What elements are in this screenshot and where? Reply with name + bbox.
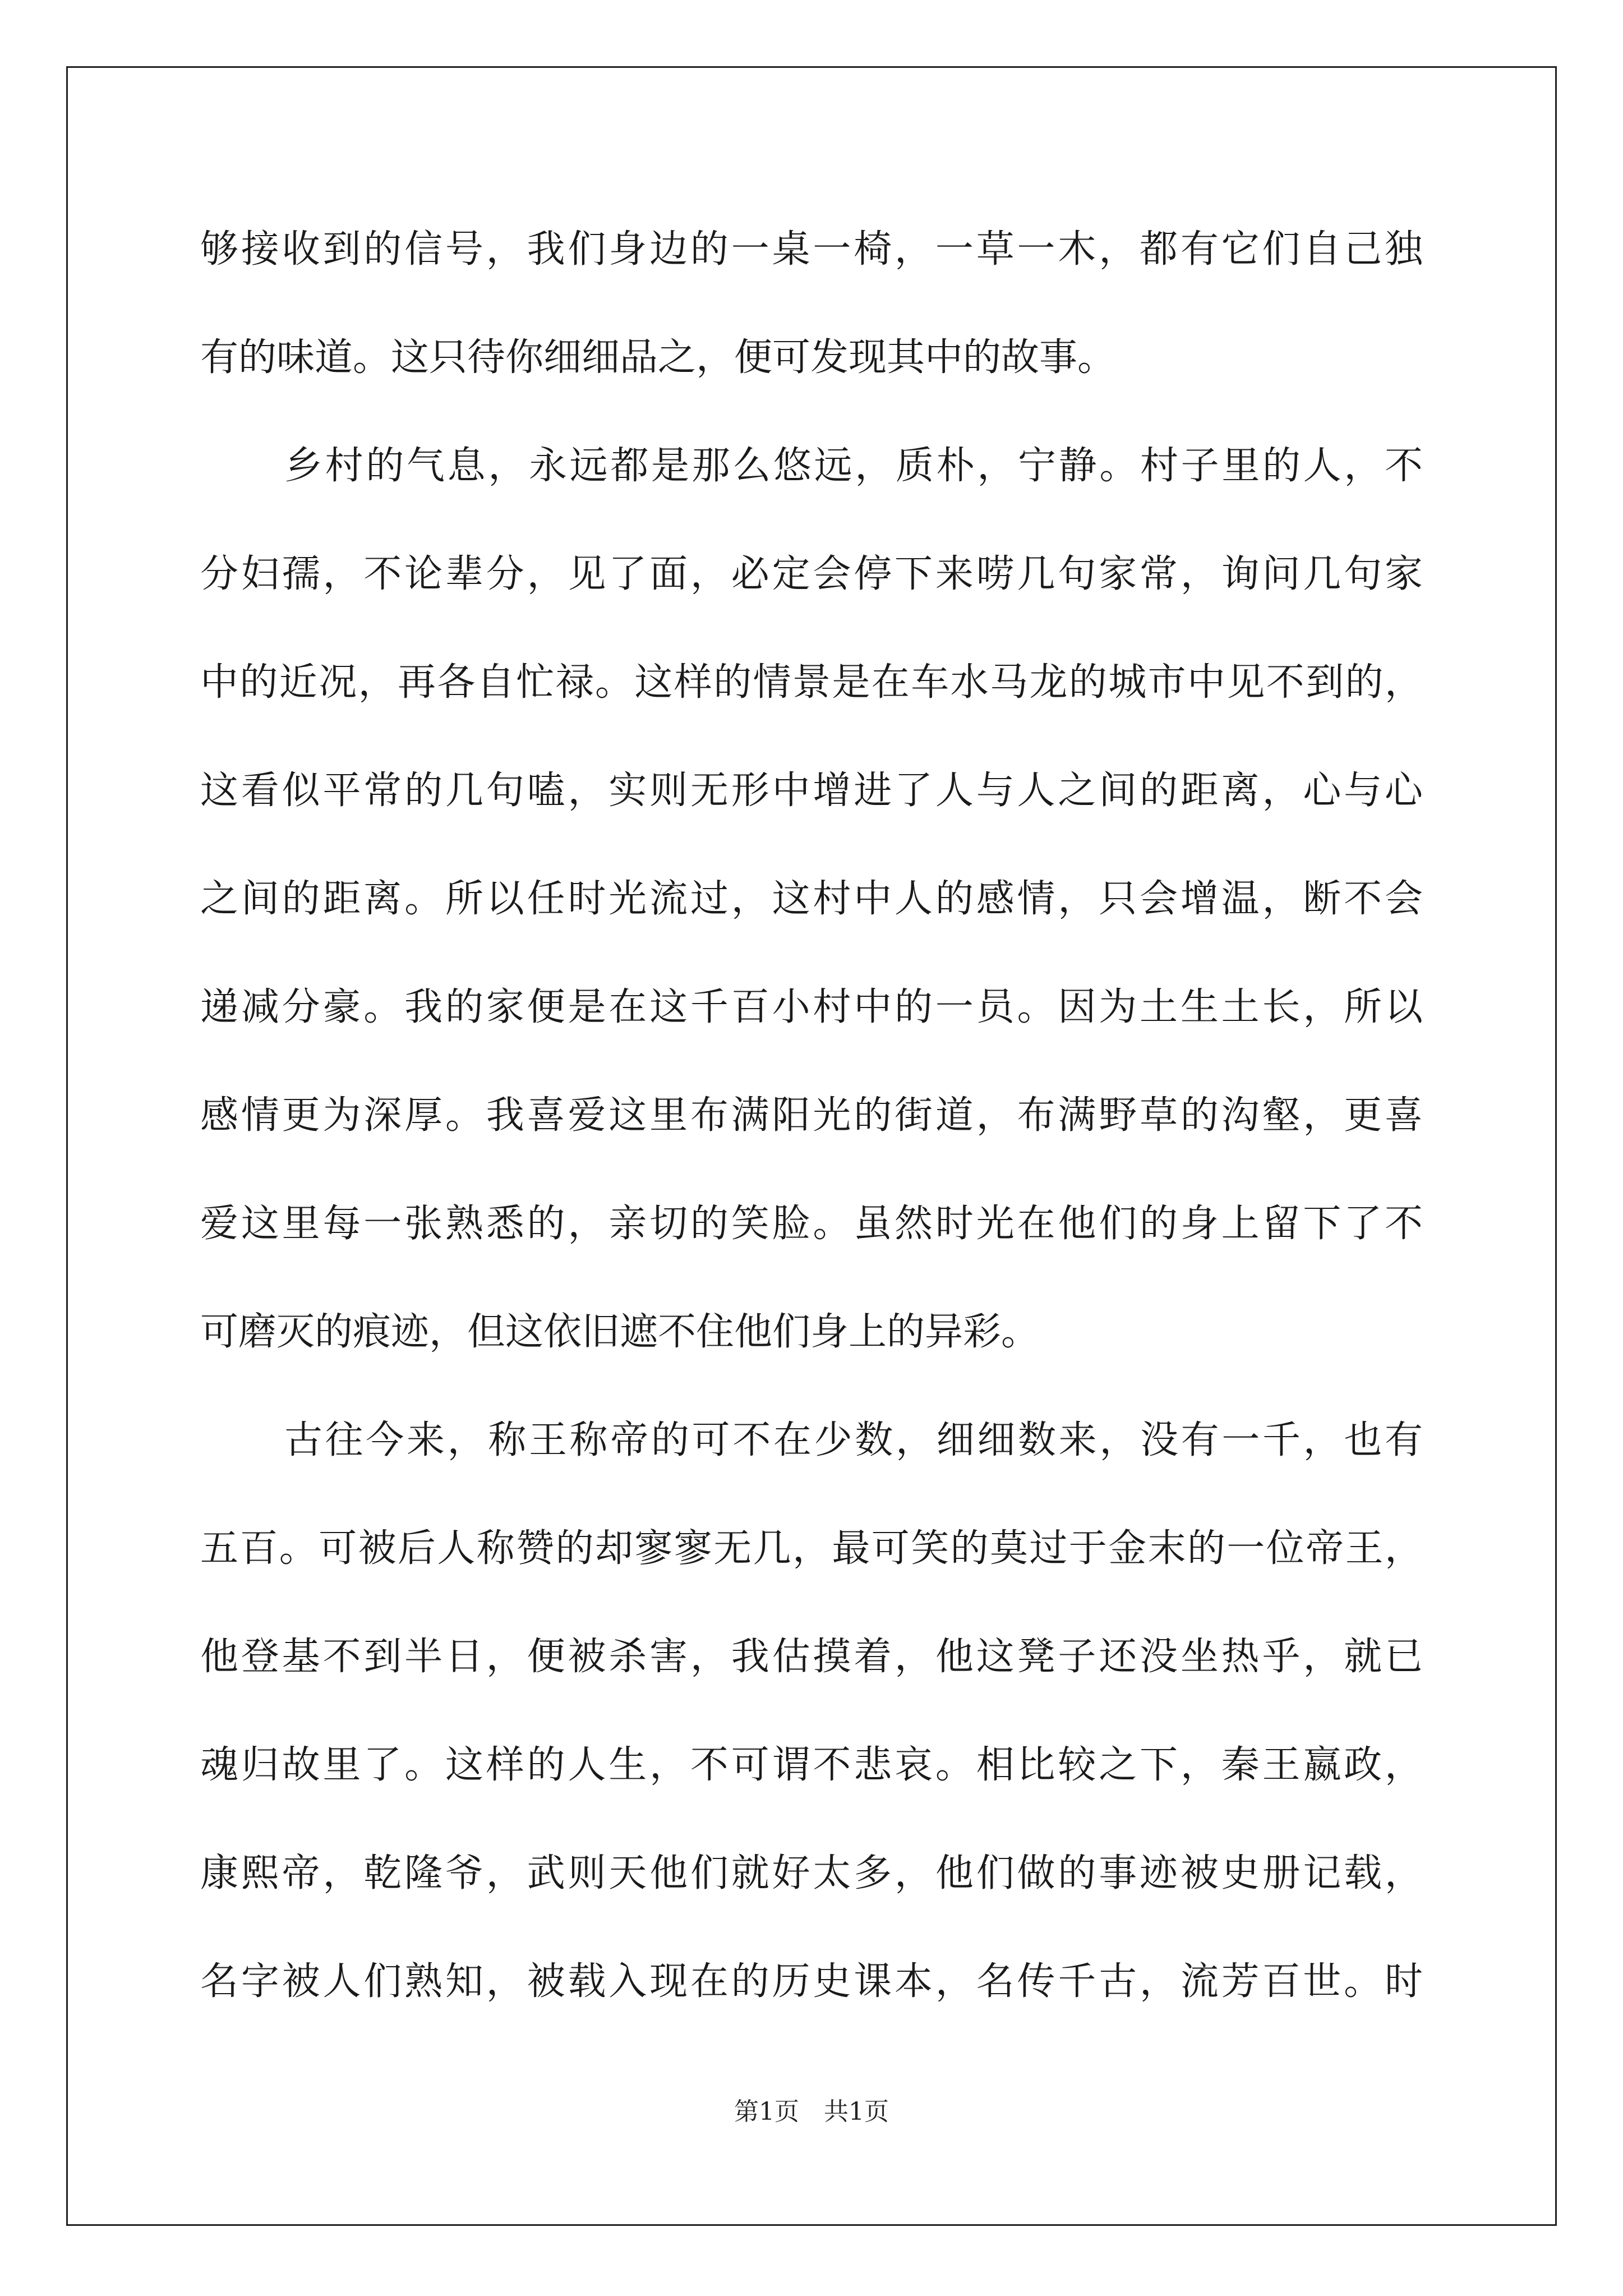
text-line: 分妇孺，不论辈分，见了面，必定会停下来唠几句家常，询问几句家 xyxy=(200,552,1423,596)
text-line: 古往今来，称王称帝的可不在少数，细细数来，没有一千，也有 xyxy=(284,1418,1423,1462)
text-line: 乡村的气息，永远都是那么悠远，质朴，宁静。村子里的人，不 xyxy=(284,444,1423,488)
text-line: 够接收到的信号，我们身边的一桌一椅，一草一木，都有它们自己独 xyxy=(200,227,1423,272)
text-line: 有的味道。这只待你细细品之，便可发现其中的故事。 xyxy=(200,335,1116,380)
text-line: 康熙帝，乾隆爷，武则天他们就好太多，他们做的事迹被史册记载， xyxy=(200,1851,1423,1895)
text-line: 名字被人们熟知，被载入现在的历史课本，名传千古，流芳百世。时 xyxy=(200,1959,1423,2004)
text-line: 可磨灭的痕迹，但这依旧遮不住他们身上的异彩。 xyxy=(200,1310,1040,1354)
text-line: 感情更为深厚。我喜爱这里布满阳光的街道，布满野草的沟壑，更喜 xyxy=(200,1093,1423,1138)
text-line: 之间的距离。所以任时光流过，这村中人的感情，只会增温，断不会 xyxy=(200,877,1423,921)
document-body xyxy=(200,222,1423,2062)
text-line: 爱这里每一张熟悉的，亲切的笑脸。虽然时光在他们的身上留下了不 xyxy=(200,1202,1423,1246)
text-line: 他登基不到半日，便被杀害，我估摸着，他这凳子还没坐热乎，就已 xyxy=(200,1635,1423,1679)
text-line: 中的近况，再各自忙禄。这样的情景是在车水马龙的城市中见不到的， xyxy=(200,660,1423,705)
text-line: 这看似平常的几句嗑，实则无形中增进了人与人之间的距离，心与心 xyxy=(200,769,1423,813)
text-line: 五百。可被后人称赞的却寥寥无几，最可笑的莫过于金末的一位帝王， xyxy=(200,1526,1423,1571)
text-line: 魂归故里了。这样的人生，不可谓不悲哀。相比较之下，秦王嬴政， xyxy=(200,1743,1423,1787)
text-line: 递减分豪。我的家便是在这千百小村中的一员。因为土生土长，所以 xyxy=(200,985,1423,1029)
page-number-footer: 第1页 共1页 xyxy=(734,2097,889,2126)
